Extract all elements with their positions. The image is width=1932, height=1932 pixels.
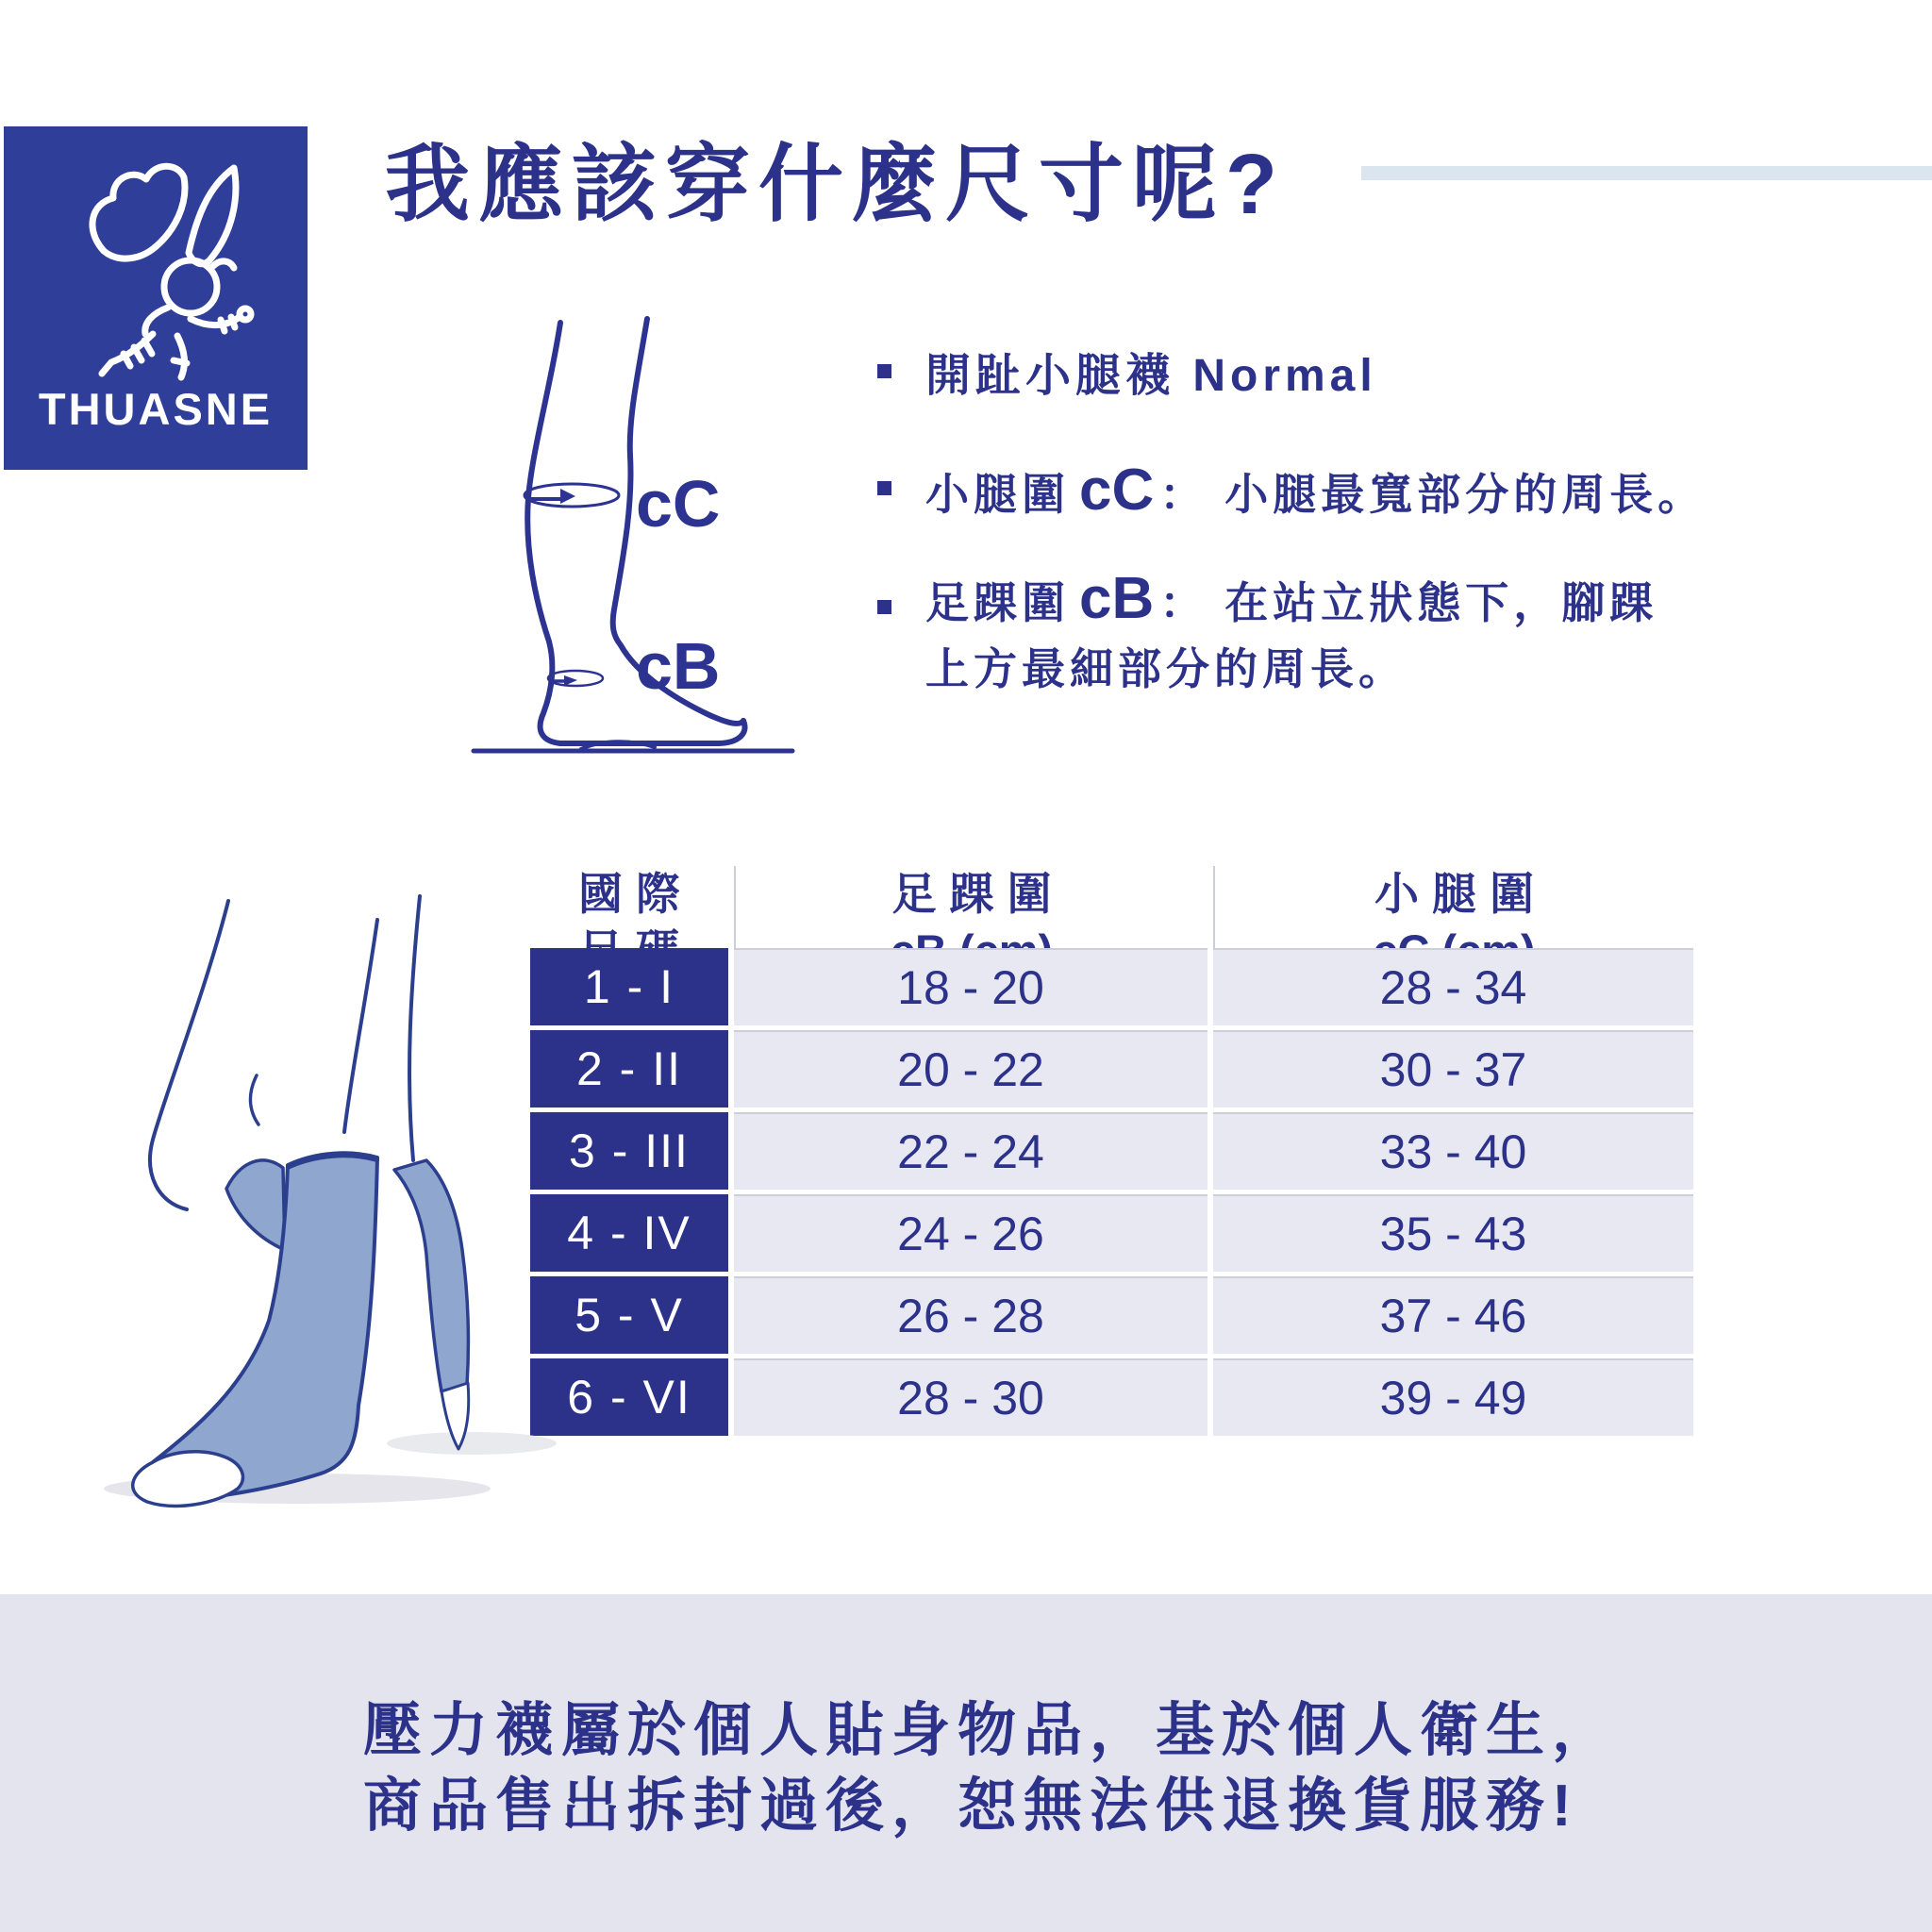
title-accent-bar [1361,166,1932,180]
calf-range: 35 - 43 [1213,1194,1693,1272]
size-label: 3 - III [530,1112,728,1190]
brand-name: THUASNE [38,384,274,434]
calf-definition-text [925,453,1706,529]
calf-code: cC [1079,458,1155,523]
colon-mark: ： [1159,470,1208,519]
ankle-code: cB [1079,566,1155,631]
bullet-square-icon [877,600,891,614]
page-title: 我應該穿什麼尺寸呢? [385,138,1286,232]
legs-socks-illustration [94,877,585,1538]
size-label: 6 - VI [530,1358,728,1436]
ankle-range: 24 - 26 [734,1194,1208,1272]
product-type-text: 開趾小腿襪 Normal [925,351,1377,401]
notice-line2: 商品售出拆封過後，恕無法供退換貨服務! [363,1774,1579,1839]
ankle-definition-text [925,566,1657,702]
ankle-definition-line1 [925,566,1658,631]
calf-code-label: cC [636,467,721,541]
ankle-definition-line2: 上方最細部分的周長。 [925,644,1407,693]
size-label: 1 - I [530,948,728,1025]
ankle-description-1: 在站立狀態下，腳踝 [1224,578,1658,627]
list-item-calf [877,453,1706,529]
calf-range: 30 - 37 [1213,1030,1693,1108]
size-table [530,866,1694,1436]
size-label: 4 - IV [530,1194,728,1272]
hygiene-notice-banner [0,1594,1932,1932]
ankle-arrow-icon [564,675,577,686]
ankle-range: 22 - 24 [734,1112,1208,1190]
calf-term: 小腿圍 [925,470,1070,519]
colon-mark: ： [1159,578,1208,627]
size-label: 5 - V [530,1276,728,1354]
ankle-range: 20 - 22 [734,1030,1208,1108]
notice-line1: 壓力襪屬於個人貼身物品，基於個人衛生， [363,1698,1619,1763]
header-size-line1: 國際 [578,869,693,919]
ankle-code-label: cB [636,629,721,703]
calf-description: 小腿最寬部分的周長。 [1224,470,1707,519]
brand-logo [4,126,308,470]
hygiene-notice-text [363,1693,1618,1844]
header-calf-line1: 小腿圍 [1374,869,1547,919]
ankle-range: 28 - 30 [734,1358,1208,1436]
leg-measurement-diagram [470,309,857,781]
list-item-ankle [877,566,1657,702]
header-ankle-line1: 足踝圍 [891,869,1065,919]
calf-range: 37 - 46 [1213,1276,1693,1354]
ankle-term: 足踝圍 [925,578,1070,627]
calf-arrow-icon [560,489,575,504]
size-label: 2 - II [530,1030,728,1108]
ankle-range: 26 - 28 [734,1276,1208,1354]
bullet-square-icon [877,481,891,495]
thuasne-angel-icon [47,147,264,383]
bullet-square-icon [877,364,891,378]
ankle-range: 18 - 20 [734,948,1208,1025]
calf-range: 28 - 34 [1213,948,1693,1025]
calf-range: 33 - 40 [1213,1112,1693,1190]
list-item-product [877,347,1377,406]
calf-range: 39 - 49 [1213,1358,1693,1436]
